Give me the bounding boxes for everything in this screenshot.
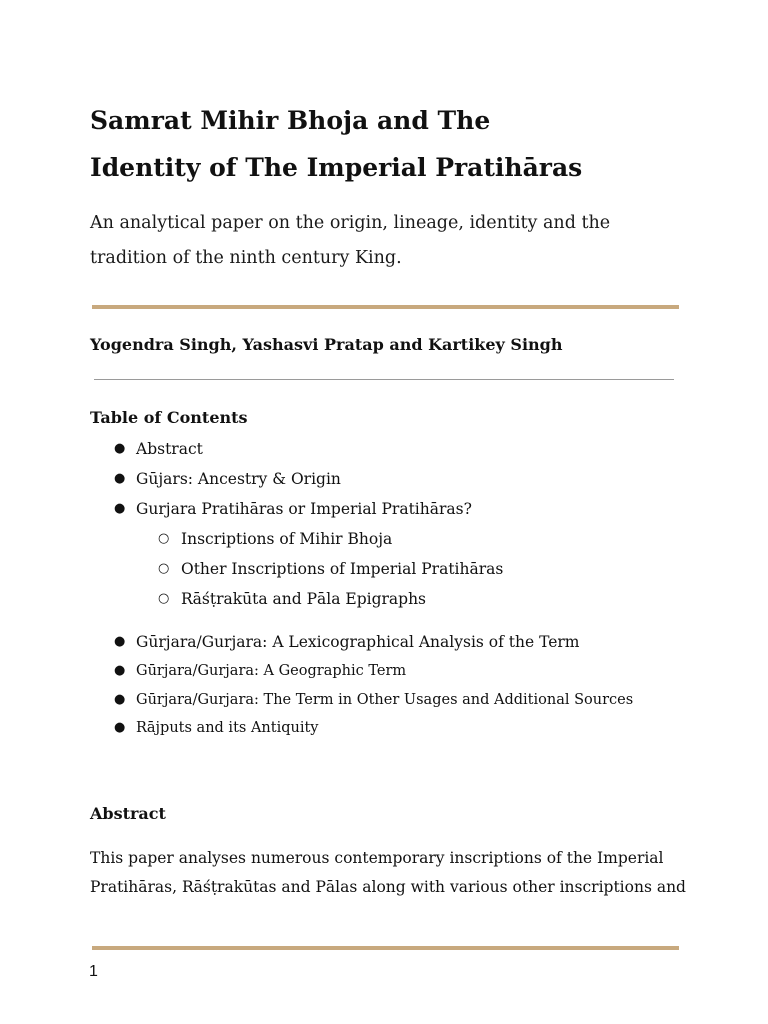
toc-item-label: Gūrjara/Gurjara: A Lexicographical Analysis of the Term <box>136 633 580 651</box>
toc-item-rajputs[interactable] <box>114 717 319 739</box>
toc-item-label: Gūjars: Ancestry & Origin <box>136 470 341 488</box>
bullet-icon: ● <box>114 692 126 707</box>
toc-item-label: Inscriptions of Mihir Bhoja <box>181 530 393 548</box>
toc-item-gujars-ancestry[interactable] <box>114 468 341 490</box>
toc-item-label: Gurjara Pratihāras or Imperial Pratihāras? <box>136 500 472 518</box>
toc-item-lexicographical[interactable] <box>114 631 580 653</box>
hollow-bullet-icon: ○ <box>158 561 170 576</box>
toc-item-label: Rāśṭrakūta and Pāla Epigraphs <box>181 590 427 608</box>
toc-subitem-rastrakuta-pala[interactable] <box>158 588 427 610</box>
bullet-icon: ● <box>114 720 126 735</box>
toc-item-label: Gūrjara/Gurjara: The Term in Other Usages and Additional Sources <box>136 692 634 708</box>
gold-divider-bottom <box>92 946 679 950</box>
bullet-icon: ● <box>114 634 126 649</box>
bullet-icon: ● <box>114 471 126 486</box>
page-number: 1 <box>89 963 98 980</box>
authors: Yogendra Singh, Yashasvi Pratap and Kartikey Singh <box>90 335 563 354</box>
bullet-icon: ● <box>114 663 126 678</box>
bullet-icon: ● <box>114 501 126 516</box>
toc-item-label: Other Inscriptions of Imperial Pratihāras <box>181 560 504 578</box>
gold-divider-top <box>92 305 679 309</box>
toc-item-label: Rājputs and its Antiquity <box>136 720 319 736</box>
subtitle: An analytical paper on the origin, lineage, identity and the tradition of the ninth century King. <box>90 213 611 268</box>
toc-item-other-usages[interactable] <box>114 689 634 711</box>
toc-subitem-other-inscriptions[interactable] <box>158 558 504 580</box>
hollow-bullet-icon: ○ <box>158 531 170 546</box>
toc-item-abstract[interactable] <box>114 438 203 460</box>
toc-item-label: Abstract <box>136 440 203 458</box>
page-title-line-2: Identity of The Imperial Pratihāras <box>90 153 583 182</box>
toc-subitem-inscriptions-mihir-bhoja[interactable] <box>158 528 393 550</box>
toc-item-geographic[interactable] <box>114 660 407 682</box>
page-title-line-1: Samrat Mihir Bhoja and The <box>90 106 491 135</box>
bullet-icon: ● <box>114 441 126 456</box>
abstract-body: This paper analyses numerous contemporary inscriptions of the Imperial Pratihāras, Rāśṭrakūtas and Pālas along with various other inscriptions and <box>90 849 686 896</box>
toc-item-label: Gūrjara/Gurjara: A Geographic Term <box>136 663 407 679</box>
toc-item-gurjara-pratiharas[interactable] <box>114 498 472 520</box>
thin-divider <box>94 379 674 380</box>
abstract-heading: Abstract <box>90 804 166 823</box>
hollow-bullet-icon: ○ <box>158 591 170 606</box>
toc-heading: Table of Contents <box>90 408 248 427</box>
